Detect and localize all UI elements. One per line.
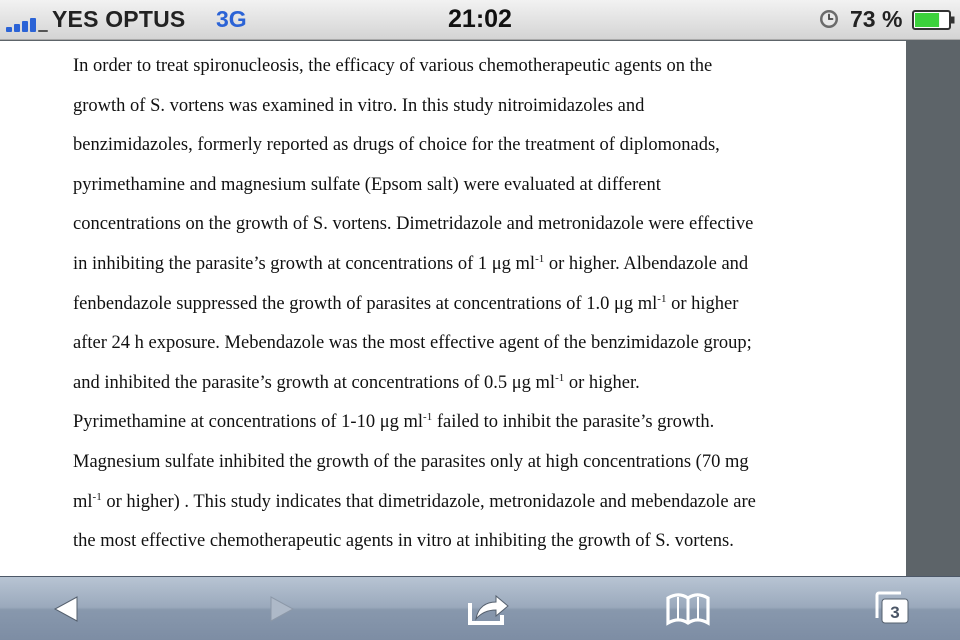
share-icon [464, 591, 512, 627]
pages-count: 3 [890, 603, 900, 622]
text-run: growth of S. vortens was examined in vitro. In this study nitroimidazoles and [73, 95, 645, 116]
back-button[interactable] [36, 587, 96, 631]
text-run: benzimidazoles, formerly reported as drugs of choice for the treatment of diplomonads, [73, 135, 720, 156]
text-run: Pyrimethamine at concentrations of 1-10 μg ml [73, 412, 424, 433]
back-arrow-icon [51, 595, 81, 623]
forward-arrow-icon [267, 595, 297, 623]
battery-icon [912, 9, 956, 31]
text-run: fenbendazole suppressed the growth of parasites at concentrations of 1.0 μg ml [73, 293, 658, 314]
pages-icon [870, 589, 914, 629]
pages-button[interactable] [862, 587, 922, 631]
abstract-line [73, 245, 793, 285]
abstract-line [73, 205, 793, 245]
text-run: or higher) . This study indicates that dimetridazole, metronidazole and mebendazole are [101, 491, 756, 512]
page-margin [906, 41, 960, 576]
abstract-text [73, 47, 793, 562]
abstract-line [73, 364, 793, 404]
browser-toolbar [0, 576, 960, 640]
text-run: in inhibiting the parasite’s growth at concentrations of 1 μg ml [73, 253, 536, 274]
abstract-line [73, 87, 793, 127]
abstract-line [73, 285, 793, 325]
text-run: ml [73, 491, 93, 512]
abstract-line [73, 126, 793, 166]
network-type: 3G [216, 6, 247, 32]
bookmarks-button[interactable] [658, 587, 718, 631]
text-run: Magnesium sulfate inhibited the growth of the parasites only at high concentrations (70 mg [73, 451, 749, 472]
text-run: the most effective chemotherapeutic agents in vitro at inhibiting the growth of S. vortens. [73, 531, 734, 552]
superscript: -1 [657, 292, 667, 305]
text-run: or higher [666, 293, 739, 314]
text-run: after 24 h exposure. Mebendazole was the most effective agent of the benzimidazole group; [73, 333, 752, 354]
document-page[interactable] [0, 41, 906, 576]
text-run: and inhibited the parasite’s growth at concentrations of 0.5 μg ml [73, 372, 556, 393]
bookmarks-book-icon [665, 592, 711, 626]
abstract-line [73, 522, 793, 562]
superscript: -1 [92, 490, 102, 503]
superscript: -1 [555, 371, 565, 384]
share-button[interactable] [458, 587, 518, 631]
battery-percent: 73 % [850, 6, 903, 32]
forward-button[interactable] [252, 587, 312, 631]
text-run: concentrations on the growth of S. vortens. Dimetridazole and metronidazole were effective [73, 214, 754, 235]
superscript: -1 [535, 252, 545, 265]
abstract-line [73, 166, 793, 206]
status-time: 21:02 [448, 5, 512, 33]
text-run: or higher. Albendazole and [544, 253, 749, 274]
abstract-line [73, 443, 793, 483]
text-run: or higher. [564, 372, 640, 393]
abstract-line [73, 324, 793, 364]
abstract-line [73, 483, 793, 523]
carrier-name: YES OPTUS [52, 6, 186, 32]
abstract-line [73, 47, 793, 87]
abstract-line [73, 403, 793, 443]
alarm-clock-icon [818, 8, 840, 30]
text-run: failed to inhibit the parasite’s growth. [432, 412, 715, 433]
text-run: In order to treat spironucleosis, the efficacy of various chemotherapeutic agents on the [73, 56, 713, 76]
status-bar [0, 0, 960, 40]
superscript: -1 [423, 411, 433, 424]
text-run: pyrimethamine and magnesium sulfate (Epsom salt) were evaluated at different [73, 174, 661, 195]
